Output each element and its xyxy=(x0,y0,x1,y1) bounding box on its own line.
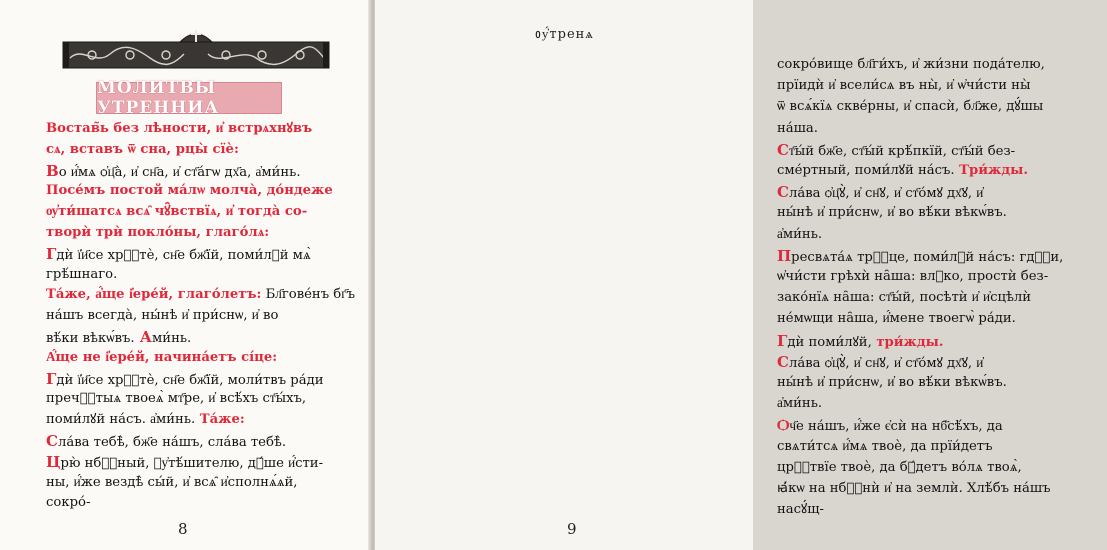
body-text: т҃ы́й бж҃е, ст҃ы́й крѣ́пкїй, ст҃ы́й без- xyxy=(788,143,1016,159)
text-line xyxy=(777,352,984,371)
text-line xyxy=(777,461,1022,474)
body-text: а҆ми́нь. xyxy=(777,396,823,412)
text-line xyxy=(777,185,983,200)
text-line xyxy=(46,330,191,345)
text-line xyxy=(777,418,1003,433)
text-line xyxy=(777,376,1007,389)
text-line xyxy=(46,369,324,388)
body-text: дѝ ї҆и҃се хрⷭ҇тѐ, сн҃е бж҃їй, моли́твъ ра́ди xyxy=(56,372,324,388)
body-text: вѣ́ки вѣкѡ́въ. xyxy=(46,331,135,346)
body-text: ѿ всѧ́кїѧ скве́рны, и҆ спасѝ, бл҃же, дꙋ́шы xyxy=(777,99,1044,115)
text-line xyxy=(777,228,822,241)
text-line xyxy=(46,413,245,426)
rubric-text: Посе́мъ постой ма́лѡ молча̀, до́ндеже xyxy=(46,183,333,199)
ornamental-headpiece-icon xyxy=(62,28,330,70)
body-text: а҆ми́нь. xyxy=(777,226,823,242)
body-text: ны́нѣ и҆ при́снѡ, и҆ во вѣ́ки вѣкѡ́въ. xyxy=(777,375,1007,390)
rubric-text: творѝ трѝ покло́ны, глаго́лѧ: xyxy=(46,225,270,240)
body-text: поми́лꙋй на́съ. а҆ми́нь. xyxy=(46,412,196,428)
drop-initial: П xyxy=(777,246,792,265)
body-text: црⷭ҇твїе твоѐ, да бꙋ́детъ во́лѧ твоѧ̀, xyxy=(777,459,1022,475)
body-text: на́шъ всегда̀, ны́нѣ и҆ при́снѡ, и҆ во xyxy=(46,308,279,324)
drop-initial: А xyxy=(134,328,153,346)
rubric-text: Три́жды. xyxy=(954,163,1028,178)
drop-initial: В xyxy=(46,161,59,180)
body-text: на́ша. xyxy=(777,120,818,136)
body-text: ла́ва ѻ҆ц҃ꙋ̀, и҆ сн҃ꙋ, и҆ ст҃о́мꙋ дх҃ꙋ, и҆ xyxy=(788,355,984,371)
text-line xyxy=(777,482,1051,495)
left-page xyxy=(0,0,372,550)
text-line xyxy=(777,140,1016,159)
text-line xyxy=(777,397,822,410)
text-line xyxy=(46,161,301,180)
body-text: Бл҃гове́нъ бг҃ъ xyxy=(261,287,356,303)
text-line xyxy=(46,244,311,263)
drop-initial: Г xyxy=(46,369,57,388)
text-line xyxy=(46,288,355,301)
text-line xyxy=(777,440,992,453)
body-text: сокро́- xyxy=(46,495,91,511)
body-text: не́мѡщи на̑ша, и҆́мене твоегѡ̀ ра́ди. xyxy=(777,311,1016,327)
text-line xyxy=(46,496,90,509)
text-line xyxy=(777,122,818,135)
body-text: ресвѧта́ѧ трⷪ҇це, поми́лꙋй на́съ: гдⷭ҇и, xyxy=(791,249,1064,265)
text-line xyxy=(46,392,306,405)
text-line xyxy=(46,226,269,239)
text-line xyxy=(777,79,1030,92)
running-head: ᲂу҆́тренѧ xyxy=(535,27,594,42)
body-text: рю̀ нбⷭ҇ный, ᲂу҆тѣ́шителю, дꙋ́ше и҆́сти- xyxy=(60,455,324,471)
body-text: о и҆́мѧ ѻ҆ц҃а̀, и҆ сн҃а, и҆ ст҃а́гѡ дх҃а, а҆ми́нь. xyxy=(58,164,301,180)
drop-initial: Г xyxy=(777,331,788,350)
drop-initial: С xyxy=(777,183,789,202)
rubric-text: Та́же, а҆́ще і҆ере́й, глаго́летъ: xyxy=(46,287,262,303)
body-text: насꙋ́щ- xyxy=(777,502,824,518)
rubric-text: А҆́ще не і҆ере́й, начина́етъ сі́це: xyxy=(46,349,278,365)
body-text: ны, и҆́же вездѣ̀ сы́й, и҆ всѧ̑ и҆сполнѧ́ѧй, xyxy=(46,474,298,490)
body-text: ꙗ҆́кѡ на нбⷭ҇нѝ и҆ на землѝ. Хлѣ́бъ на́шъ xyxy=(777,481,1051,496)
text-line xyxy=(46,351,277,364)
rubric-text: Та́же: xyxy=(195,412,245,428)
prayers-title-banner xyxy=(96,78,282,118)
text-line xyxy=(46,184,333,197)
rubric-text: Востав̃ь без лѣности, и҆ встрѧхнꙋвъ xyxy=(46,121,313,136)
body-text: ѡ҆чи́сти грѣхѝ на̑ша: влⷣко, простѝ без- xyxy=(777,269,1049,284)
rubric-text: сѧ, вставъ ѿ сна, рцы̀ сїѐ: xyxy=(46,141,239,157)
page-number-left: 8 xyxy=(178,520,188,538)
text-line xyxy=(777,206,1007,219)
text-line xyxy=(46,122,312,135)
page-title: МОЛИТВЫ УТРЕННИА xyxy=(97,78,220,118)
drop-initial: С xyxy=(46,432,58,450)
body-text: ны́нѣ и҆ при́снѡ, и҆ во вѣ́ки вѣкѡ́въ. xyxy=(777,205,1007,221)
page-number-right: 9 xyxy=(567,520,577,538)
text-line xyxy=(777,164,1028,177)
text-line xyxy=(777,312,1016,325)
body-text: ла́ва тебѣ̀, бж҃е на́шъ, сла́ва тебѣ̀. xyxy=(57,435,287,450)
body-text: свѧти́тсѧ и҆́мѧ твоѐ, да прїи́детъ xyxy=(777,438,993,454)
drop-initial: Ѻ xyxy=(777,416,790,435)
body-text: пречⷭ҇тыѧ твоеѧ̀ мт҃ре, и҆ всѣ́хъ ст҃ы́хъ, xyxy=(46,391,307,407)
text-line xyxy=(777,100,1043,113)
text-line xyxy=(777,291,1031,304)
body-text: ми́нь. xyxy=(152,331,192,346)
rubric-text: ѹ҆ти́шатсѧ всѧ̑ чꙋ̑вствїѧ, и҆ тогда̀ со- xyxy=(46,204,308,220)
body-text: сокро́вище бл҃ги́хъ, и҆ жи́зни пода́телю, xyxy=(777,57,1045,72)
text-line xyxy=(46,476,298,489)
rubric-text: три́жды. xyxy=(871,334,944,350)
drop-initial: С xyxy=(777,352,789,371)
text-line xyxy=(777,270,1048,283)
text-line xyxy=(777,503,824,516)
drop-initial: Ц xyxy=(46,452,61,471)
text-line xyxy=(777,246,1064,265)
text-line xyxy=(46,205,307,218)
text-line xyxy=(46,143,239,156)
text-line xyxy=(46,452,324,471)
text-line xyxy=(777,58,1045,71)
body-text: грѣ́шнаго. xyxy=(46,266,118,282)
text-line xyxy=(777,331,944,350)
body-text: прїидѝ и҆ всели́сѧ въ ны̀, и҆ ѡ҆чи́сти ны̀ xyxy=(777,78,1031,94)
text-line xyxy=(46,268,117,281)
body-text: дѝ поми́лꙋй, xyxy=(787,334,872,350)
right-page xyxy=(374,0,1064,550)
body-text: дѝ ї҆и҃се хрⷭ҇тѐ, сн҃е бж҃їй, поми́лꙋй мѧ̀ xyxy=(56,247,311,263)
text-line xyxy=(46,309,278,322)
drop-initial: С xyxy=(777,140,789,159)
drop-initial: Г xyxy=(46,244,57,263)
body-text: зако́нїѧ на̑ша: ст҃ы́й, посѣтѝ и҆ и҆сцѣлѝ xyxy=(777,290,1032,306)
body-text: ч҃е на́шъ, и҆́же є҆сѝ на нб҃сѣ́хъ, да xyxy=(789,419,1003,435)
body-text: ла́ва ѻ҆ц҃ꙋ̀, и҆ сн҃ꙋ, и҆ ст҃о́мꙋ дх҃ꙋ, и҆ xyxy=(788,186,984,202)
body-text: сме́ртный, поми́лꙋй на́съ. xyxy=(777,163,955,178)
text-line xyxy=(46,434,286,449)
